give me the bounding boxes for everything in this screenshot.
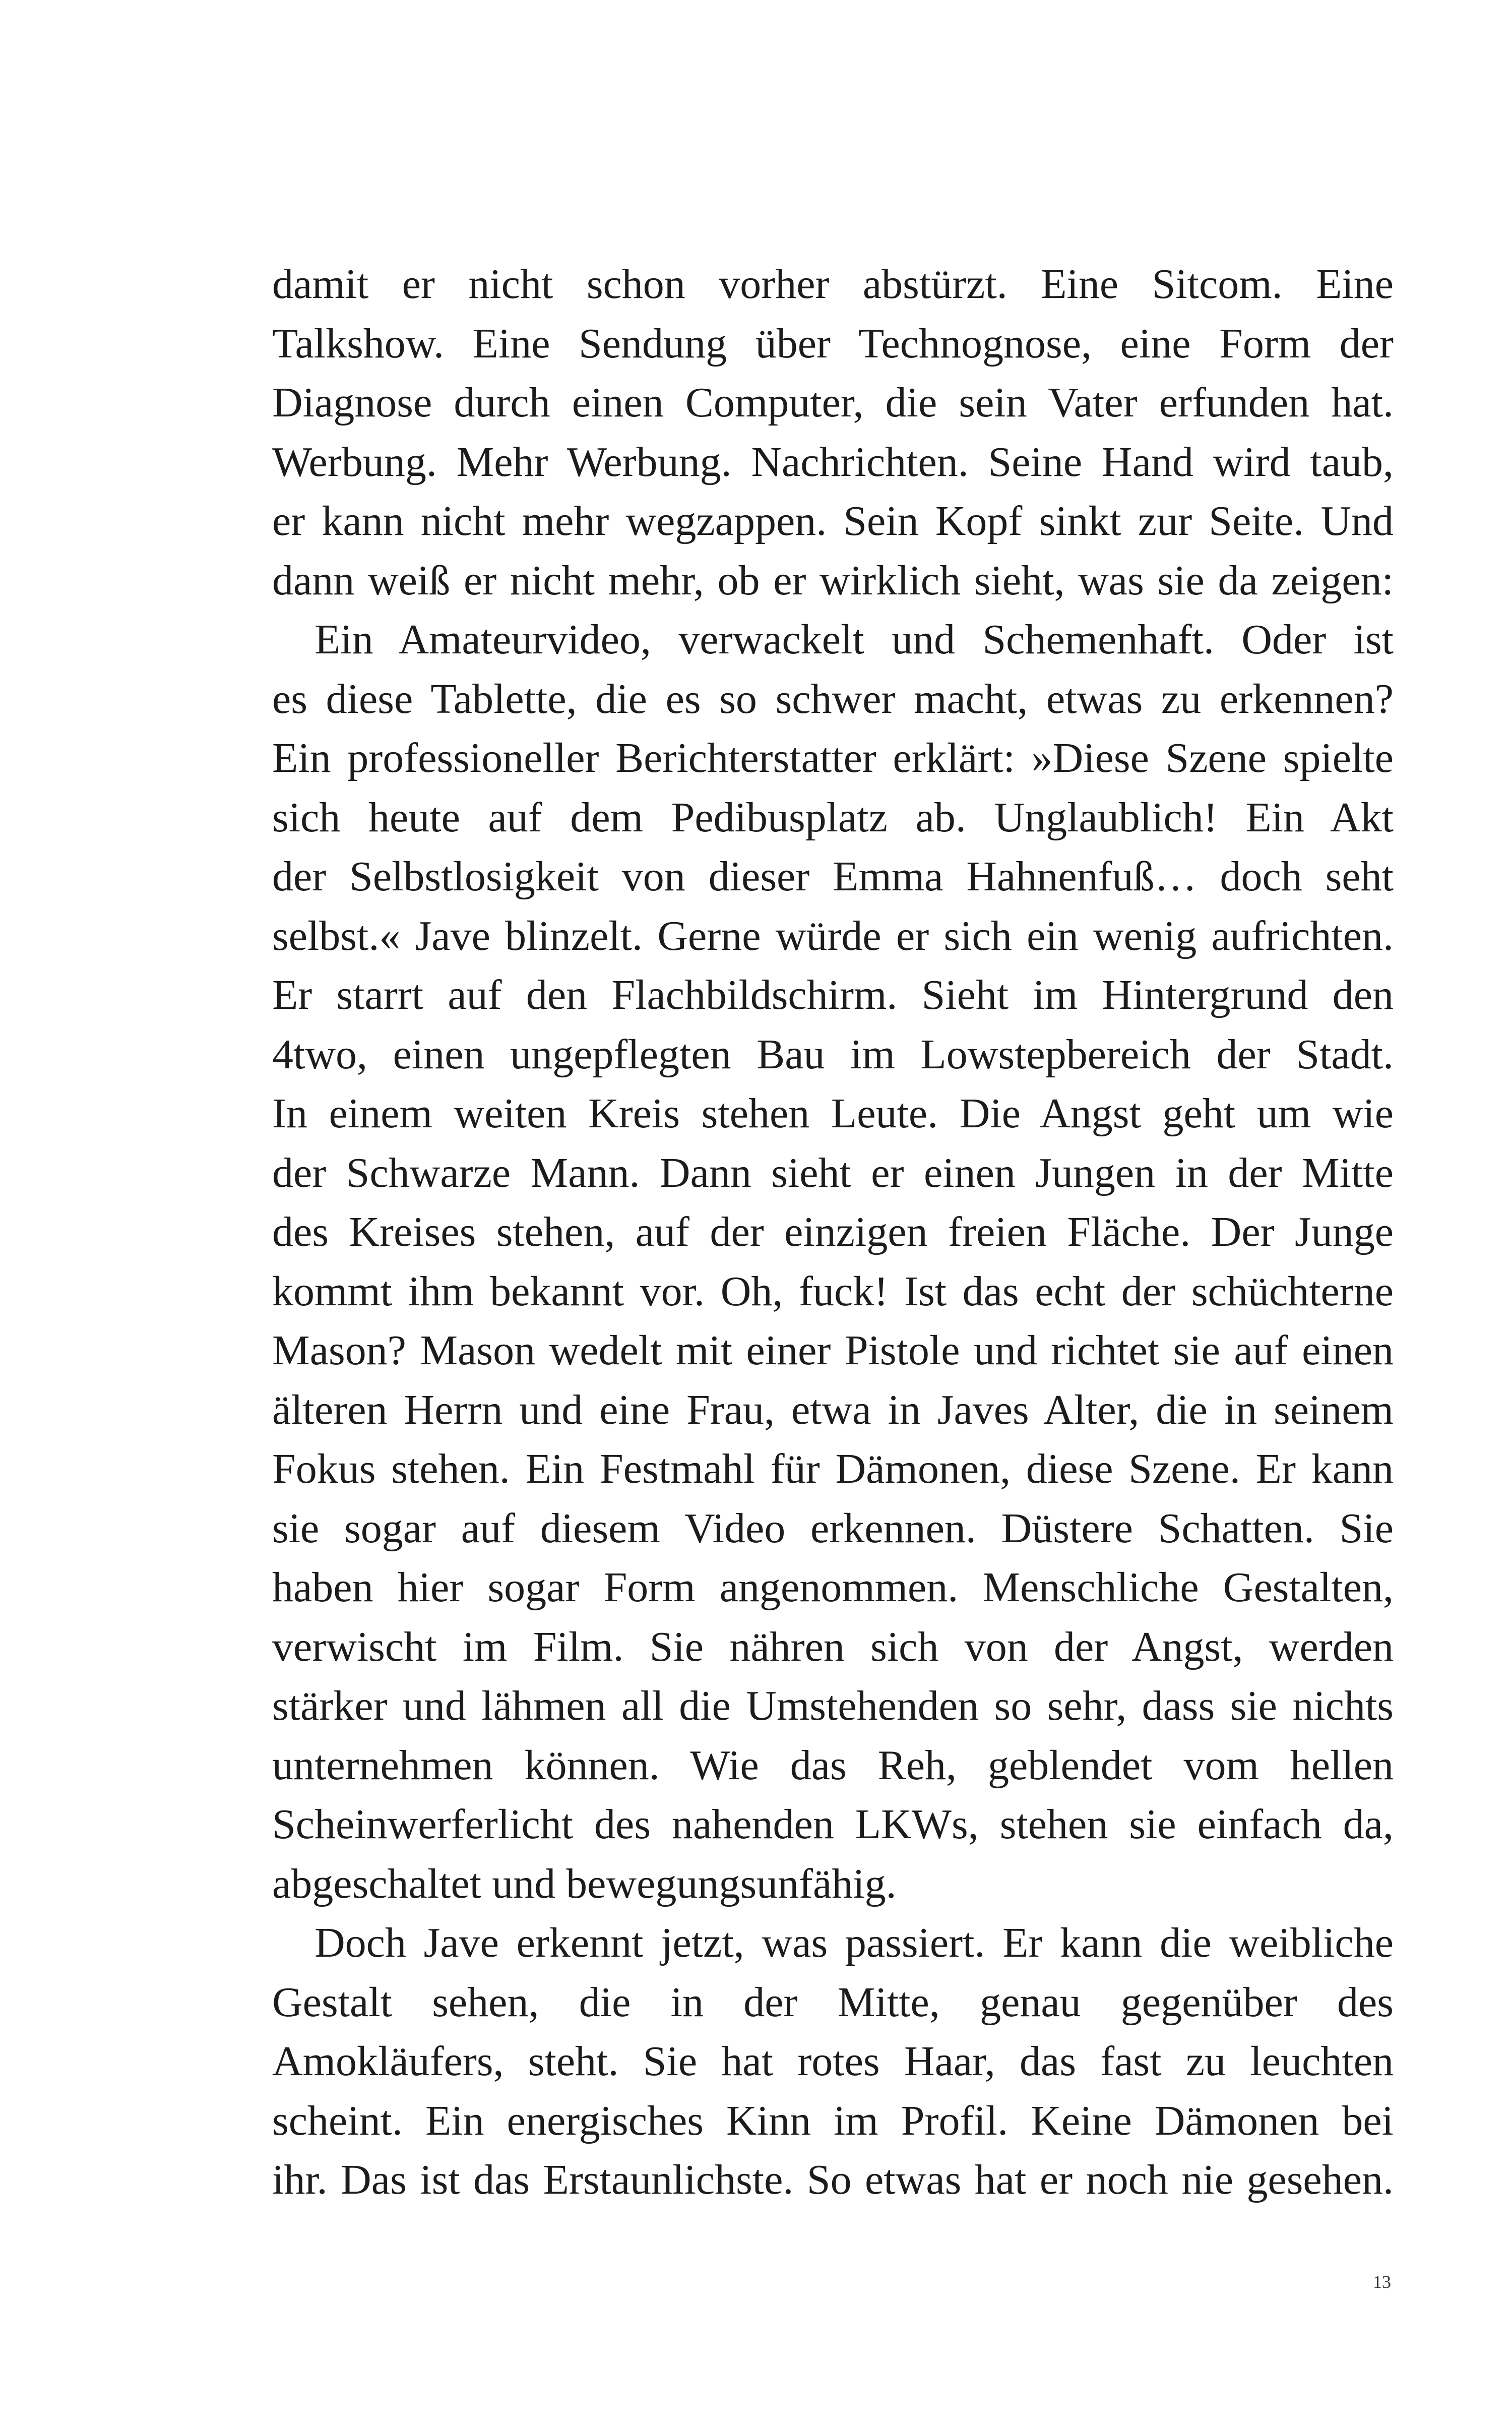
text-line: Scheinwerferlicht des nahenden LKWs, stehen sie einfach da, <box>272 1801 1394 1848</box>
text-line: haben hier sogar Form angenommen. Menschliche Gestalten, <box>272 1564 1394 1611</box>
text-line: abgeschaltet und bewegungsunfähig. <box>272 1860 897 1907</box>
text-line: scheint. Ein energisches Kinn im Profil. Keine Dämonen bei <box>272 2097 1394 2144</box>
text-line: Talkshow. Eine Sendung über Technognose, eine Form der <box>272 320 1394 367</box>
text-line: sich heute auf dem Pedibusplatz ab. Unglaublich! Ein Akt <box>272 794 1394 841</box>
text-line: sie sogar auf diesem Video erkennen. Düstere Schatten. Sie <box>272 1504 1394 1552</box>
body-text <box>272 255 1394 2210</box>
text-line: Doch Jave erkennt jetzt, was passiert. Er kann die weibliche <box>314 1919 1394 1966</box>
text-line: Mason? Mason wedelt mit einer Pistole und richtet sie auf einen <box>272 1327 1394 1374</box>
text-line: des Kreises stehen, auf der einzigen freien Fläche. Der Junge <box>272 1208 1394 1255</box>
text-line: der Selbstlosigkeit von dieser Emma Hahnenfuß… doch seht <box>272 853 1394 900</box>
text-line: es diese Tablette, die es so schwer macht, etwas zu erkennen? <box>272 675 1394 722</box>
text-line: damit er nicht schon vorher abstürzt. Eine Sitcom. Eine <box>272 261 1394 308</box>
text-line: der Schwarze Mann. Dann sieht er einen Jungen in der Mitte <box>272 1149 1394 1196</box>
text-line: Gestalt sehen, die in der Mitte, genau gegenüber des <box>272 1978 1394 2026</box>
text-line: Fokus stehen. Ein Festmahl für Dämonen, diese Szene. Er kann <box>272 1445 1394 1492</box>
text-line: ihr. Das ist das Erstaunlichste. So etwas hat er noch nie gesehen. <box>272 2156 1394 2203</box>
text-line: unternehmen können. Wie das Reh, geblendet vom hellen <box>272 1741 1394 1789</box>
text-line: Ein professioneller Berichterstatter erklärt: »Diese Szene spielte <box>272 735 1394 781</box>
text-line: In einem weiten Kreis stehen Leute. Die Angst geht um wie <box>272 1090 1394 1137</box>
text-line: stärker und lähmen all die Umstehenden so sehr, dass sie nichts <box>272 1682 1394 1729</box>
text-line: kommt ihm bekannt vor. Oh, fuck! Ist das echt der schüchterne <box>272 1267 1394 1315</box>
text-line: Er starrt auf den Flachbildschirm. Sieht im Hintergrund den <box>272 972 1394 1018</box>
text-line: Diagnose durch einen Computer, die sein Vater erfunden hat. <box>272 379 1394 426</box>
text-line: dann weiß er nicht mehr, ob er wirklich sieht, was sie da zeigen: <box>272 557 1394 604</box>
text-line: Amokläufers, steht. Sie hat rotes Haar, das fast zu leuchten <box>272 2038 1394 2085</box>
text-line: er kann nicht mehr wegzappen. Sein Kopf sinkt zur Seite. Und <box>272 498 1394 544</box>
text-line: älteren Herrn und eine Frau, etwa in Javes Alter, die in seinem <box>272 1386 1394 1433</box>
text-line: Ein Amateurvideo, verwackelt und Schemenhaft. Oder ist <box>314 616 1394 663</box>
text-line: verwischt im Film. Sie nähren sich von der Angst, werden <box>272 1623 1394 1670</box>
text-line: selbst.« Jave blinzelt. Gerne würde er sich ein wenig aufrichten. <box>272 912 1394 959</box>
text-line: Werbung. Mehr Werbung. Nachrichten. Seine Hand wird taub, <box>272 438 1394 486</box>
text-line: 4two, einen ungepflegten Bau im Lowstepbereich der Stadt. <box>272 1031 1394 1078</box>
page-number: 13 <box>1373 2272 1391 2292</box>
